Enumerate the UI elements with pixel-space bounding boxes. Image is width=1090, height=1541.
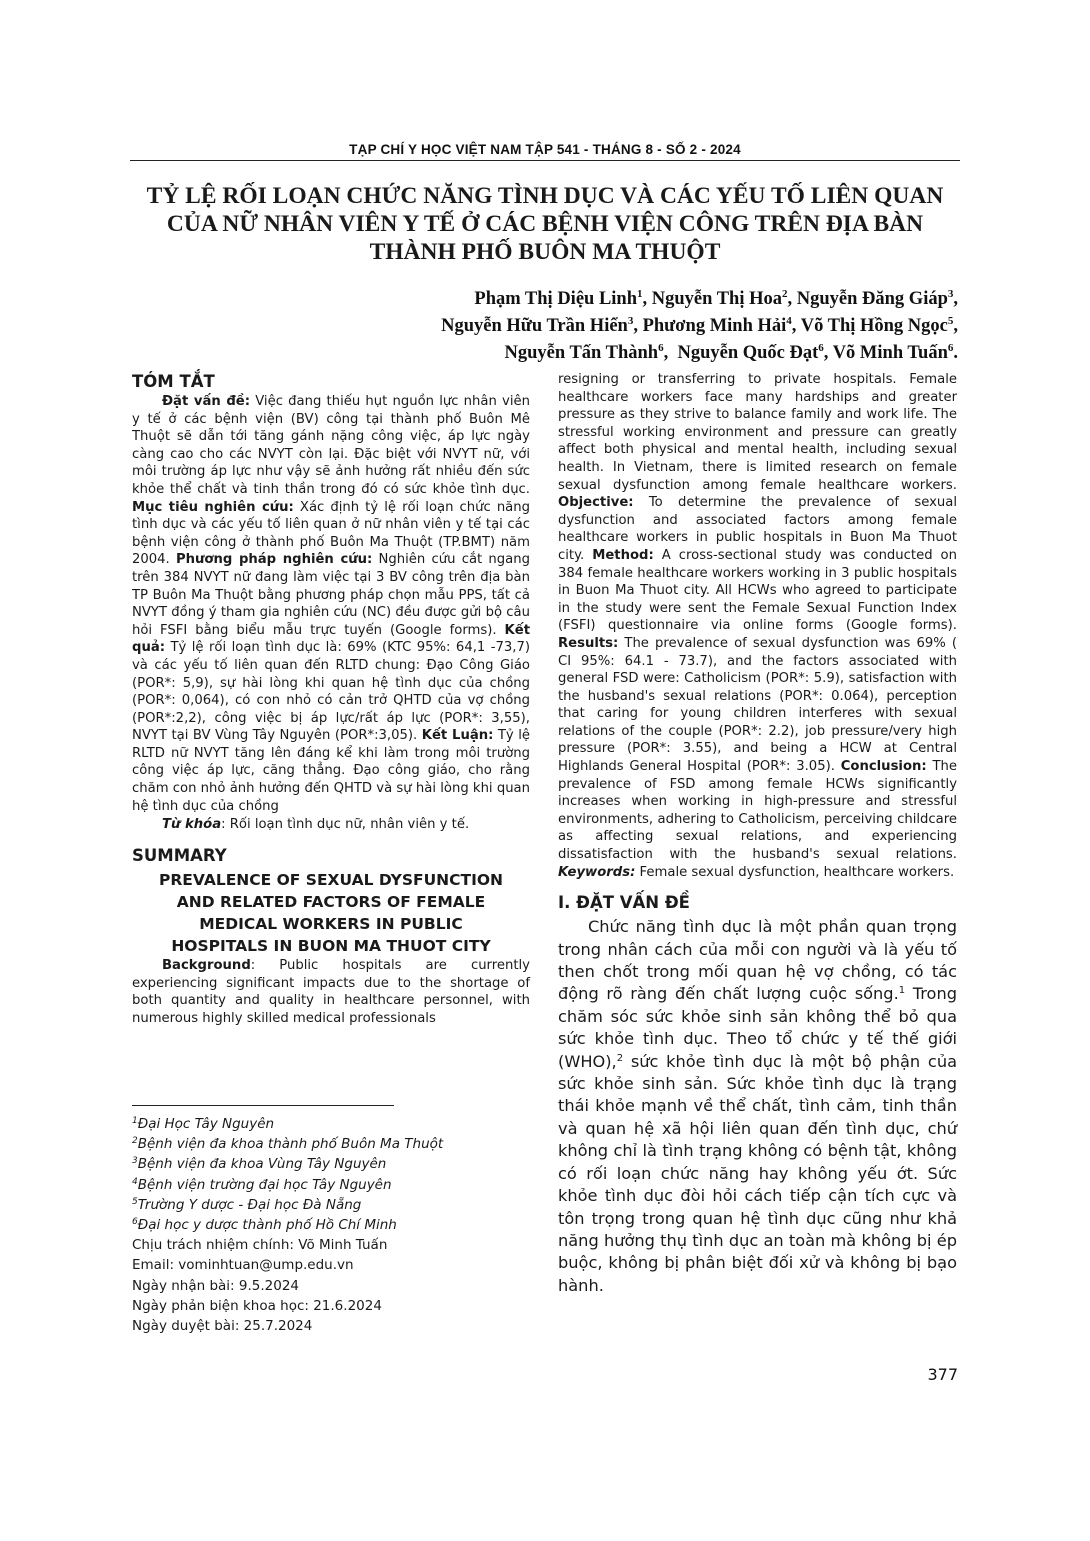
right-column (558, 371, 957, 1297)
summary-title-line: AND RELATED FACTORS OF FEMALE (176, 893, 486, 912)
affiliation-mark: 6 (658, 342, 664, 354)
affiliation-mark: 6 (818, 342, 824, 354)
affiliation-mark: 3 (947, 288, 954, 300)
intro-heading: I. ĐẶT VẤN ĐỀ (558, 893, 690, 913)
summary-continued (558, 371, 957, 881)
summary-text: resigning or transferring to private hospitals. Female healthcare workers face many hardships and greater pressure as they strive to balance family and work life. The stressful working environment and pressure can greatly affect both physical and mental health, including sexual health. In Vietnam, there is limited research on female sexual dysfunction among female healthcare workers. (558, 372, 957, 493)
tom-tat-abstract (132, 393, 530, 815)
method-label: Method: (592, 547, 654, 563)
summary-text: A cross-sectional study was conducted on 384 female healthcare workers working in 3 public hospitals in Buon Ma Thuot city. All HCWs who agreed to participate in the study were sent the Female Sexual Function Index (FSFI) questionnaire via online forms (Google forms). (558, 547, 957, 634)
conclusion-label: Conclusion: (840, 759, 927, 775)
author-name: Võ Thị Hồng Ngọc (800, 316, 948, 336)
footnote-text: Đại Học Tây Nguyên (137, 1116, 275, 1132)
author-list (130, 286, 958, 367)
reviewed-date: Ngày phản biện khoa học: 21.6.2024 (132, 1297, 382, 1314)
affiliation-footnote (132, 1114, 532, 1134)
keywords-text: Female sexual dysfunction, healthcare workers. (635, 864, 955, 880)
summary-text: To determine the prevalence of sexual dysfunction and associated factors among female healthcare workers in public hospitals in Buon Ma Thuot city. (558, 495, 957, 563)
abstract-text: Nghiên cứu cắt ngang trên 384 NVYT nữ đang làm việc tại 3 BV công trên địa bàn TP Buôn Ma Thuột bằng phương pháp chọn mẫu PPS, tất cả NVYT đồng ý tham gia nghiên cứu (NC) đều được gửi bộ câu hỏi FSFI bằng biểu mẫu trực tuyến (Google forms). (132, 552, 530, 638)
abstract-text: Tỷ lệ RLTD nữ NVYT tăng lên đáng kể khi làm trong môi trường công việc áp lực, căng thẳng. Đạo công giáo, cho rằng chăm con nhỏ ảnh hưởng đến QHTD và sự hài lòng khi quan hệ tình dục của chồng (132, 728, 530, 814)
intro-text: Trong chăm sóc sức khỏe sinh sản không thể bỏ qua sức khỏe tình dục. Theo tổ chức y tế thế giới (WHO), (558, 984, 957, 1071)
responsible-author: Chịu trách nhiệm chính: Võ Minh Tuấn (132, 1237, 388, 1254)
left-column (132, 372, 530, 1028)
footnote-number: 1 (132, 1116, 138, 1126)
label-dat-van-de: Đặt vấn đề: (162, 394, 250, 409)
article-title (130, 182, 960, 266)
tom-tat-heading: TÓM TẮT (132, 372, 215, 391)
author-line: Phạm Thị Diệu Linh$^1$, Nguyễn Thị Hoa$^2$, Nguyễn Đăng Giáp$^3$, (474, 288, 958, 309)
footnote-number: 3 (132, 1156, 138, 1167)
keywords-label: Keywords: (558, 864, 636, 880)
footnote-rule (132, 1105, 394, 1106)
author-line: Nguyễn Tấn Thành$^6$, Nguyễn Quốc Đạt$^6$, Võ Minh Tuấn$^6$. (504, 342, 958, 363)
citation-ref[interactable]: 2 (616, 1052, 624, 1064)
footnote-text: Đại học y dược thành phố Hồ Chí Minh (137, 1217, 397, 1234)
label-ket-qua: Kết quả: (132, 622, 530, 656)
affiliation-footnote (132, 1195, 532, 1215)
affiliation-mark: 4 (786, 315, 792, 327)
footnote-number: 4 (132, 1176, 138, 1187)
label-muc-tieu: Mục tiêu nghiên cứu: (132, 499, 294, 515)
summary-title-line: PREVALENCE OF SEXUAL DYSFUNCTION (159, 871, 503, 890)
citation-ref[interactable]: 1 (898, 985, 906, 997)
author-name: Nguyễn Hữu Trần Hiển (441, 316, 628, 336)
label-ket-luan: Kết Luận: (421, 728, 494, 744)
author-name: Nguyễn Đăng Giáp (796, 289, 948, 309)
background-label: Background (162, 958, 251, 974)
footnote-number: 6 (132, 1217, 138, 1228)
results-label: Results: (558, 635, 619, 651)
summary-title (132, 869, 530, 957)
objective-label: Objective: (558, 495, 634, 511)
footnote-text: Bệnh viện đa khoa Vùng Tây Nguyên (137, 1156, 387, 1173)
footnote-text: Trường Y dược - Đại học Đà Nẵng (137, 1196, 362, 1213)
received-date: Ngày nhận bài: 9.5.2024 (132, 1277, 300, 1294)
page-number: 377 (927, 1365, 958, 1384)
intro-paragraph (558, 916, 957, 1297)
tom-tat-keywords (132, 816, 530, 834)
affiliation-footnote (132, 1215, 532, 1235)
footnotes (132, 1114, 532, 1336)
header-rule (130, 160, 960, 161)
intro-text: sức khỏe tình dục là một bộ phận của sức khỏe sinh sản. Sức khỏe tình dục là trạng thái khỏe mạnh về thể chất, tình cảm, tinh thần và quan hệ xã hội liên quan đến tình dục, chứ không chỉ là tình trạng không có bệnh tật, không có rối loạn chức năng hay không yếu ớt. Sức khỏe tình dục đòi hỏi cách tiếp cận tích cực và tôn trọng trong quan hệ tình dục cũng như khả năng hưởng thụ tình dục an toàn mà không bị ép buộc, không bị phân biệt đối xử và không bị bạo hành. (558, 1051, 957, 1295)
author-name: Nguyễn Thị Hoa (651, 289, 782, 309)
keywords-text: : Rối loạn tình dục nữ, nhân viên y tế. (221, 817, 470, 833)
affiliation-mark: 6 (947, 342, 954, 354)
footnote-text: Bệnh viện trường đại học Tây Nguyên (137, 1176, 392, 1193)
label-phuong-phap: Phương pháp nghiên cứu: (175, 552, 373, 568)
footnote-number: 2 (132, 1136, 138, 1147)
summary-text: : Public hospitals are currently experiencing significant impacts due to the shortage of both quantity and quality in healthcare personnel, with numerous highly skilled medical professionals (132, 958, 530, 1027)
abstract-text: Xác định tỷ lệ rối loạn chức năng tình dục và các yếu tố liên quan ở nữ nhân viên y tế tại các bệnh viện công ở thành phố Buôn Ma Thuột (TP.BMT) năm 2004. (132, 499, 530, 568)
author-name: Nguyễn Quốc Đạt (677, 343, 819, 363)
author-name: Nguyễn Tấn Thành (504, 343, 659, 363)
title-line: THÀNH PHỐ BUÔN MA THUỘT (369, 239, 721, 265)
affiliation-footnote (132, 1154, 532, 1174)
summary-text: The prevalence of FSD among female HCWs significantly increases when working in high-pressure and stressful environments, adhering to Catholicism, perceiving childcare as affecting sexual relations, and experiencing dissatisfaction with the husband's sexual relations. (558, 759, 957, 863)
author-name: Võ Minh Tuấn (832, 343, 948, 363)
summary-title-line: HOSPITALS IN BUON MA THUOT CITY (171, 937, 491, 956)
summary-background (132, 957, 530, 1027)
summary-text: The prevalence of sexual dysfunction was 69% ( CI 95%: 64.1 - 73.7), and the factors associated with general FSD were: Catholicism (POR*: 5.9), satisfaction with the husband's sexual relations (POR*: 0.064), perception that caring for young children interferes with sexual relations of the couple (POR*: 2.2), job pressure/very high pressure (POR*: 3.55), and being a HCW at Central Highlands General Hospital (POR*: 3.05). (558, 635, 957, 775)
abstract-text: Việc đang thiếu hụt nguồn lực nhân viên y tế ở các bệnh viện (BV) công tại thành phố Buôn Mê Thuột sẽ dẫn tới tăng gánh nặng công việc, áp lực ngày càng cao cho các NVYT còn lại. Đặc biệt với NVYT nữ, với môi trường áp lực như vậy sẽ ảnh hưởng rất nhiều đến sức khỏe thể chất và tinh thần trong đó có sức khỏe tình dục. (132, 394, 530, 497)
title-line: TỶ LỆ RỐI LOẠN CHỨC NĂNG TÌNH DỤC VÀ CÁC YẾU TỐ LIÊN QUAN (146, 183, 944, 209)
title-line: CỦA NỮ NHÂN VIÊN Y TẾ Ở CÁC BỆNH VIỆN CÔNG TRÊN ĐỊA BÀN (166, 211, 924, 237)
affiliation-mark: 5 (947, 315, 954, 327)
footnote-number: 5 (132, 1196, 138, 1207)
contact-email: Email: vominhtuan@ump.edu.vn (132, 1257, 354, 1274)
author-name: Phương Minh Hải (642, 316, 787, 336)
footnote-text: Bệnh viện đa khoa thành phố Buôn Ma Thuột (137, 1136, 444, 1153)
approved-date: Ngày duyệt bài: 25.7.2024 (132, 1318, 313, 1335)
intro-text: Chức năng tình dục là một phần quan trọng trong nhân cách của mỗi con người và là yếu tố then chốt trong mối quan hệ vợ chồng, có tác động rõ ràng đến chất lượng cuộc sống. (558, 917, 957, 1004)
author-line: Nguyễn Hữu Trần Hiển$^3$, Phương Minh Hải$^4$, Võ Thị Hồng Ngọc$^5$, (441, 315, 958, 336)
journal-header: TẠP CHÍ Y HỌC VIỆT NAM TẬP 541 - THÁNG 8 - SỐ 2 - 2024 (349, 142, 741, 157)
affiliation-footnote (132, 1134, 532, 1154)
abstract-text: Tỷ lệ rối loạn tình dục là: 69% (KTC 95%: 64,1 -73,7) và các yếu tố liên quan đến RLTD chung: Đạo Công Giáo (POR*: 5,9), sự hài lòng khi quan hệ tình dục của chồng (POR*: 0,064), có con nhỏ có cản trở QHTD của vợ chồng (POR*:2,2), công việc bị áp lực/rất áp lực (POR*: 3,55), NVYT tại BV Vùng Tây Nguyên (POR*:3,05). (132, 640, 530, 744)
author-name: Phạm Thị Diệu Linh (474, 289, 638, 309)
affiliation-footnote (132, 1175, 532, 1195)
keywords-label: Từ khóa (162, 817, 222, 833)
affiliation-mark: 3 (627, 315, 634, 327)
summary-title-line: MEDICAL WORKERS IN PUBLIC (199, 915, 463, 934)
affiliation-mark: 2 (782, 288, 788, 300)
affiliation-mark: 1 (637, 288, 643, 300)
summary-heading: SUMMARY (132, 846, 227, 866)
